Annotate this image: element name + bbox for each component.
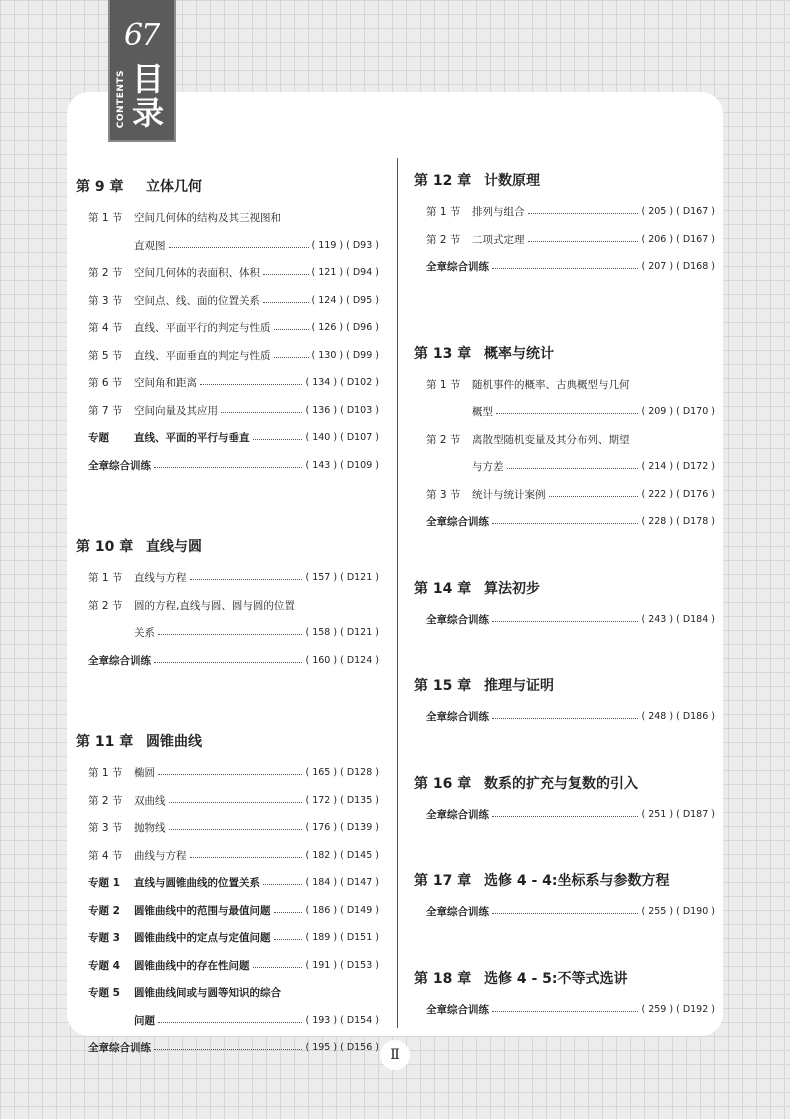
page-reference: ( 205 ) ( D167 ) xyxy=(641,206,715,218)
entry-label: 第 2 节 xyxy=(88,599,123,612)
dot-leader xyxy=(154,1049,302,1050)
chapter-block xyxy=(414,578,715,634)
entry-label: 全章综合训练 xyxy=(426,613,489,626)
chapter-block xyxy=(414,773,715,829)
toc-entry[interactable] xyxy=(76,204,379,232)
dot-leader xyxy=(253,439,303,440)
entry-label: 第 1 节 xyxy=(88,572,123,585)
toc-entry[interactable] xyxy=(414,898,715,926)
dot-leader xyxy=(263,884,302,885)
dot-leader xyxy=(263,302,309,303)
entry-label: 第 5 节 xyxy=(88,349,123,362)
chapter-heading[interactable] xyxy=(414,343,715,365)
entry-label: 全章综合训练 xyxy=(88,654,151,667)
entry-label: 专题 1 xyxy=(88,877,120,890)
dot-leader xyxy=(549,496,639,497)
dot-leader xyxy=(492,1011,638,1012)
toc-entry[interactable] xyxy=(76,314,379,342)
entry-label: 第 2 节 xyxy=(426,433,461,446)
entry-title: 圆的方程,直线与圆、圆与圆的位置 xyxy=(134,599,295,612)
entry-label: 第 2 节 xyxy=(426,233,461,246)
toc-entry[interactable] xyxy=(76,619,379,647)
toc-entry[interactable] xyxy=(414,198,715,226)
dot-leader xyxy=(492,913,638,914)
toc-entry[interactable] xyxy=(76,287,379,315)
entry-label: 全章综合训练 xyxy=(426,906,489,919)
page-reference: ( 157 ) ( D121 ) xyxy=(305,572,379,584)
entry-label: 第 4 节 xyxy=(88,849,123,862)
dot-leader xyxy=(221,412,302,413)
page-reference: ( 206 ) ( D167 ) xyxy=(641,233,715,245)
toc-entry[interactable] xyxy=(76,259,379,287)
entry-title: 离散型随机变量及其分布列、期望 xyxy=(472,433,630,446)
page-reference: ( 193 ) ( D154 ) xyxy=(305,1014,379,1026)
page-reference: ( 140 ) ( D107 ) xyxy=(305,432,379,444)
entry-label: 专题 2 xyxy=(88,904,120,917)
toc-entry[interactable] xyxy=(414,481,715,509)
chapter-name: 计数原理 xyxy=(484,173,540,189)
entry-label: 第 2 节 xyxy=(88,794,123,807)
chapter-name: 圆锥曲线 xyxy=(146,734,202,750)
dot-leader xyxy=(274,912,303,913)
page-reference: ( 186 ) ( D149 ) xyxy=(305,904,379,916)
entry-title: 空间几何体的表面积、体积 xyxy=(134,267,260,280)
dot-leader xyxy=(274,329,309,330)
entry-label: 第 2 节 xyxy=(88,267,123,280)
page-reference: ( 143 ) ( D109 ) xyxy=(305,459,379,471)
dot-leader xyxy=(492,523,638,524)
toc-right-column xyxy=(414,170,715,1023)
logo: 67 xyxy=(124,18,159,53)
chapter-heading[interactable] xyxy=(414,578,715,600)
dot-leader xyxy=(492,718,638,719)
entry-label: 第 1 节 xyxy=(88,767,123,780)
toc-entry[interactable] xyxy=(414,253,715,281)
toc-entry[interactable] xyxy=(414,606,715,634)
page-title: 目录 xyxy=(132,60,165,132)
entry-label: 第 1 节 xyxy=(426,206,461,219)
entry-title: 空间向量及其应用 xyxy=(134,404,218,417)
entry-label: 全章综合训练 xyxy=(88,1042,151,1055)
toc-entry[interactable] xyxy=(76,869,379,897)
chapter-block xyxy=(414,870,715,926)
page-reference: ( 126 ) ( D96 ) xyxy=(311,322,379,334)
toc-entry[interactable] xyxy=(76,759,379,787)
toc-entry[interactable] xyxy=(414,508,715,536)
toc-entry[interactable] xyxy=(76,397,379,425)
page-reference: ( 119 ) ( D93 ) xyxy=(311,239,379,251)
toc-entry[interactable] xyxy=(76,647,379,675)
toc-entry[interactable] xyxy=(76,1007,379,1035)
dot-leader xyxy=(154,662,302,663)
page-reference: ( 124 ) ( D95 ) xyxy=(311,294,379,306)
page-reference: ( 158 ) ( D121 ) xyxy=(305,627,379,639)
dot-leader xyxy=(274,357,309,358)
dot-leader xyxy=(154,467,302,468)
entry-label: 专题 xyxy=(88,432,109,445)
chapter-heading[interactable] xyxy=(76,536,379,558)
chapter-name: 概率与统计 xyxy=(484,345,554,362)
chapter-block xyxy=(414,343,715,536)
entry-label: 全章综合训练 xyxy=(426,516,489,529)
header-tab xyxy=(110,0,174,140)
dot-leader xyxy=(158,1022,302,1023)
dot-leader xyxy=(492,268,638,269)
chapter-heading[interactable] xyxy=(414,170,715,192)
chapter-number: 第 12 章 xyxy=(414,173,472,189)
toc-entry[interactable] xyxy=(76,564,379,592)
chapter-heading[interactable] xyxy=(414,675,715,697)
entry-label: 第 6 节 xyxy=(88,377,123,390)
chapter-heading[interactable] xyxy=(414,773,715,795)
page-reference: ( 165 ) ( D128 ) xyxy=(305,767,379,779)
page-reference: ( 228 ) ( D178 ) xyxy=(641,516,715,528)
dot-leader xyxy=(528,213,639,214)
entry-title: 二项式定理 xyxy=(472,233,525,246)
page-reference: ( 182 ) ( D145 ) xyxy=(305,849,379,861)
dot-leader xyxy=(158,774,302,775)
entry-label: 第 4 节 xyxy=(88,322,123,335)
chapter-block xyxy=(76,536,379,674)
page-reference: ( 214 ) ( D172 ) xyxy=(641,461,715,473)
dot-leader xyxy=(263,274,309,275)
entry-label: 专题 3 xyxy=(88,932,120,945)
toc-entry[interactable] xyxy=(414,226,715,254)
chapter-number: 第 18 章 xyxy=(414,970,472,987)
dot-leader xyxy=(492,621,638,622)
entry-title: 空间角和距离 xyxy=(134,377,197,390)
entry-label: 第 1 节 xyxy=(88,212,123,225)
entry-title: 圆锥曲线中的存在性问题 xyxy=(134,959,250,972)
page-reference: ( 130 ) ( D99 ) xyxy=(311,349,379,361)
entry-label: 第 7 节 xyxy=(88,404,123,417)
page-reference: ( 195 ) ( D156 ) xyxy=(305,1042,379,1054)
dot-leader xyxy=(200,384,302,385)
entry-title: 圆锥曲线中的范围与最值问题 xyxy=(134,904,271,917)
dot-leader xyxy=(190,857,303,858)
chapter-block xyxy=(414,675,715,731)
entry-title: 双曲线 xyxy=(134,794,166,807)
entry-title: 随机事件的概率、古典概型与几何 xyxy=(472,378,630,391)
entry-title: 抛物线 xyxy=(134,822,166,835)
page-reference: ( 189 ) ( D151 ) xyxy=(305,932,379,944)
toc-entry[interactable] xyxy=(414,996,715,1024)
dot-leader xyxy=(253,967,303,968)
toc-left-column xyxy=(76,176,379,1062)
page-number: Ⅱ xyxy=(380,1040,410,1070)
toc-entry[interactable] xyxy=(414,801,715,829)
toc-entry[interactable] xyxy=(76,842,379,870)
dot-leader xyxy=(190,579,303,580)
entry-title: 圆锥曲线间或与圆等知识的综合 xyxy=(134,987,281,1000)
toc-entry[interactable] xyxy=(414,398,715,426)
toc-entry[interactable] xyxy=(414,426,715,454)
page-reference: ( 209 ) ( D170 ) xyxy=(641,406,715,418)
entry-title: 直观图 xyxy=(134,239,166,252)
chapter-heading[interactable] xyxy=(76,176,379,198)
chapter-heading[interactable] xyxy=(414,870,715,892)
page-reference: ( 248 ) ( D186 ) xyxy=(641,711,715,723)
entry-title: 直线、平面的平行与垂直 xyxy=(134,432,250,445)
chapter-name: 推理与证明 xyxy=(484,678,554,694)
page-reference: ( 136 ) ( D103 ) xyxy=(305,404,379,416)
entry-label: 全章综合训练 xyxy=(88,459,151,472)
entry-title: 直线与方程 xyxy=(134,572,187,585)
page-reference: ( 259 ) ( D192 ) xyxy=(641,1003,715,1015)
dot-leader xyxy=(274,939,303,940)
dot-leader xyxy=(492,816,638,817)
entry-title: 圆锥曲线中的定点与定值问题 xyxy=(134,932,271,945)
entry-title: 直线、平面垂直的判定与性质 xyxy=(134,349,271,362)
page-reference: ( 121 ) ( D94 ) xyxy=(311,267,379,279)
toc-entry[interactable] xyxy=(76,369,379,397)
entry-label: 第 1 节 xyxy=(426,378,461,391)
toc-entry[interactable] xyxy=(414,453,715,481)
toc-entry[interactable] xyxy=(76,342,379,370)
dot-leader xyxy=(169,829,303,830)
chapter-name: 算法初步 xyxy=(484,580,540,597)
chapter-name: 立体几何 xyxy=(146,179,202,195)
chapter-block xyxy=(76,176,379,479)
entry-label: 全章综合训练 xyxy=(426,261,489,274)
toc-entry[interactable] xyxy=(76,592,379,620)
chapter-name: 直线与圆 xyxy=(146,539,202,555)
entry-title: 直线与圆锥曲线的位置关系 xyxy=(134,877,260,890)
page-reference: ( 207 ) ( D168 ) xyxy=(641,261,715,273)
entry-title: 统计与统计案例 xyxy=(472,488,546,501)
toc-entry[interactable] xyxy=(414,703,715,731)
page-reference: ( 184 ) ( D147 ) xyxy=(305,877,379,889)
chapter-number: 第 10 章 xyxy=(76,539,134,555)
entry-label: 专题 5 xyxy=(88,987,120,1000)
chapter-name: 选修 4 - 4:坐标系与参数方程 xyxy=(484,873,670,889)
entry-title: 与方差 xyxy=(472,461,504,474)
entry-label: 全章综合训练 xyxy=(426,808,489,821)
entry-label: 第 3 节 xyxy=(426,488,461,501)
page-reference: ( 222 ) ( D176 ) xyxy=(641,488,715,500)
chapter-block xyxy=(76,731,379,1062)
column-divider xyxy=(397,158,398,1028)
page-reference: ( 191 ) ( D153 ) xyxy=(305,959,379,971)
contents-label: CONTENTS xyxy=(116,70,126,129)
page-reference: ( 243 ) ( D184 ) xyxy=(641,613,715,625)
chapter-heading[interactable] xyxy=(414,968,715,990)
page-reference: ( 255 ) ( D190 ) xyxy=(641,906,715,918)
page-reference: ( 176 ) ( D139 ) xyxy=(305,822,379,834)
page-reference: ( 160 ) ( D124 ) xyxy=(305,654,379,666)
chapter-number: 第 15 章 xyxy=(414,678,472,694)
toc-entry[interactable] xyxy=(76,814,379,842)
entry-label: 第 3 节 xyxy=(88,294,123,307)
toc-entry[interactable] xyxy=(76,979,379,1007)
chapter-number: 第 11 章 xyxy=(76,734,134,750)
dot-leader xyxy=(158,634,302,635)
chapter-number: 第 13 章 xyxy=(414,345,472,362)
entry-title: 空间几何体的结构及其三视图和 xyxy=(134,212,281,225)
entry-title: 排列与组合 xyxy=(472,206,525,219)
dot-leader xyxy=(169,247,309,248)
chapter-number: 第 9 章 xyxy=(76,179,124,195)
entry-label: 全章综合训练 xyxy=(426,711,489,724)
entry-title: 关系 xyxy=(134,627,155,640)
toc-entry[interactable] xyxy=(76,1034,379,1062)
dot-leader xyxy=(528,241,639,242)
toc-entry[interactable] xyxy=(76,787,379,815)
entry-title: 直线、平面平行的判定与性质 xyxy=(134,322,271,335)
chapter-number: 第 17 章 xyxy=(414,873,472,889)
chapter-block xyxy=(414,968,715,1024)
page-reference: ( 134 ) ( D102 ) xyxy=(305,377,379,389)
entry-label: 全章综合训练 xyxy=(426,1003,489,1016)
toc-entry[interactable] xyxy=(76,424,379,452)
entry-label: 第 3 节 xyxy=(88,822,123,835)
chapter-heading[interactable] xyxy=(76,731,379,753)
dot-leader xyxy=(496,413,638,414)
toc-entry[interactable] xyxy=(76,232,379,260)
chapter-number: 第 16 章 xyxy=(414,775,472,792)
toc-entry[interactable] xyxy=(76,897,379,925)
chapter-name: 数系的扩充与复数的引入 xyxy=(484,775,638,792)
entry-title: 概型 xyxy=(472,406,493,419)
dot-leader xyxy=(507,468,639,469)
toc-entry[interactable] xyxy=(76,952,379,980)
page-reference: ( 172 ) ( D135 ) xyxy=(305,794,379,806)
toc-entry[interactable] xyxy=(414,371,715,399)
entry-title: 问题 xyxy=(134,1014,155,1027)
page-reference: ( 251 ) ( D187 ) xyxy=(641,808,715,820)
chapter-block xyxy=(414,170,715,281)
entry-title: 曲线与方程 xyxy=(134,849,187,862)
chapter-number: 第 14 章 xyxy=(414,580,472,597)
toc-entry[interactable] xyxy=(76,452,379,480)
chapter-name: 选修 4 - 5:不等式选讲 xyxy=(484,970,628,987)
toc-entry[interactable] xyxy=(76,924,379,952)
entry-title: 空间点、线、面的位置关系 xyxy=(134,294,260,307)
dot-leader xyxy=(169,802,303,803)
entry-title: 椭圆 xyxy=(134,767,155,780)
entry-label: 专题 4 xyxy=(88,959,120,972)
